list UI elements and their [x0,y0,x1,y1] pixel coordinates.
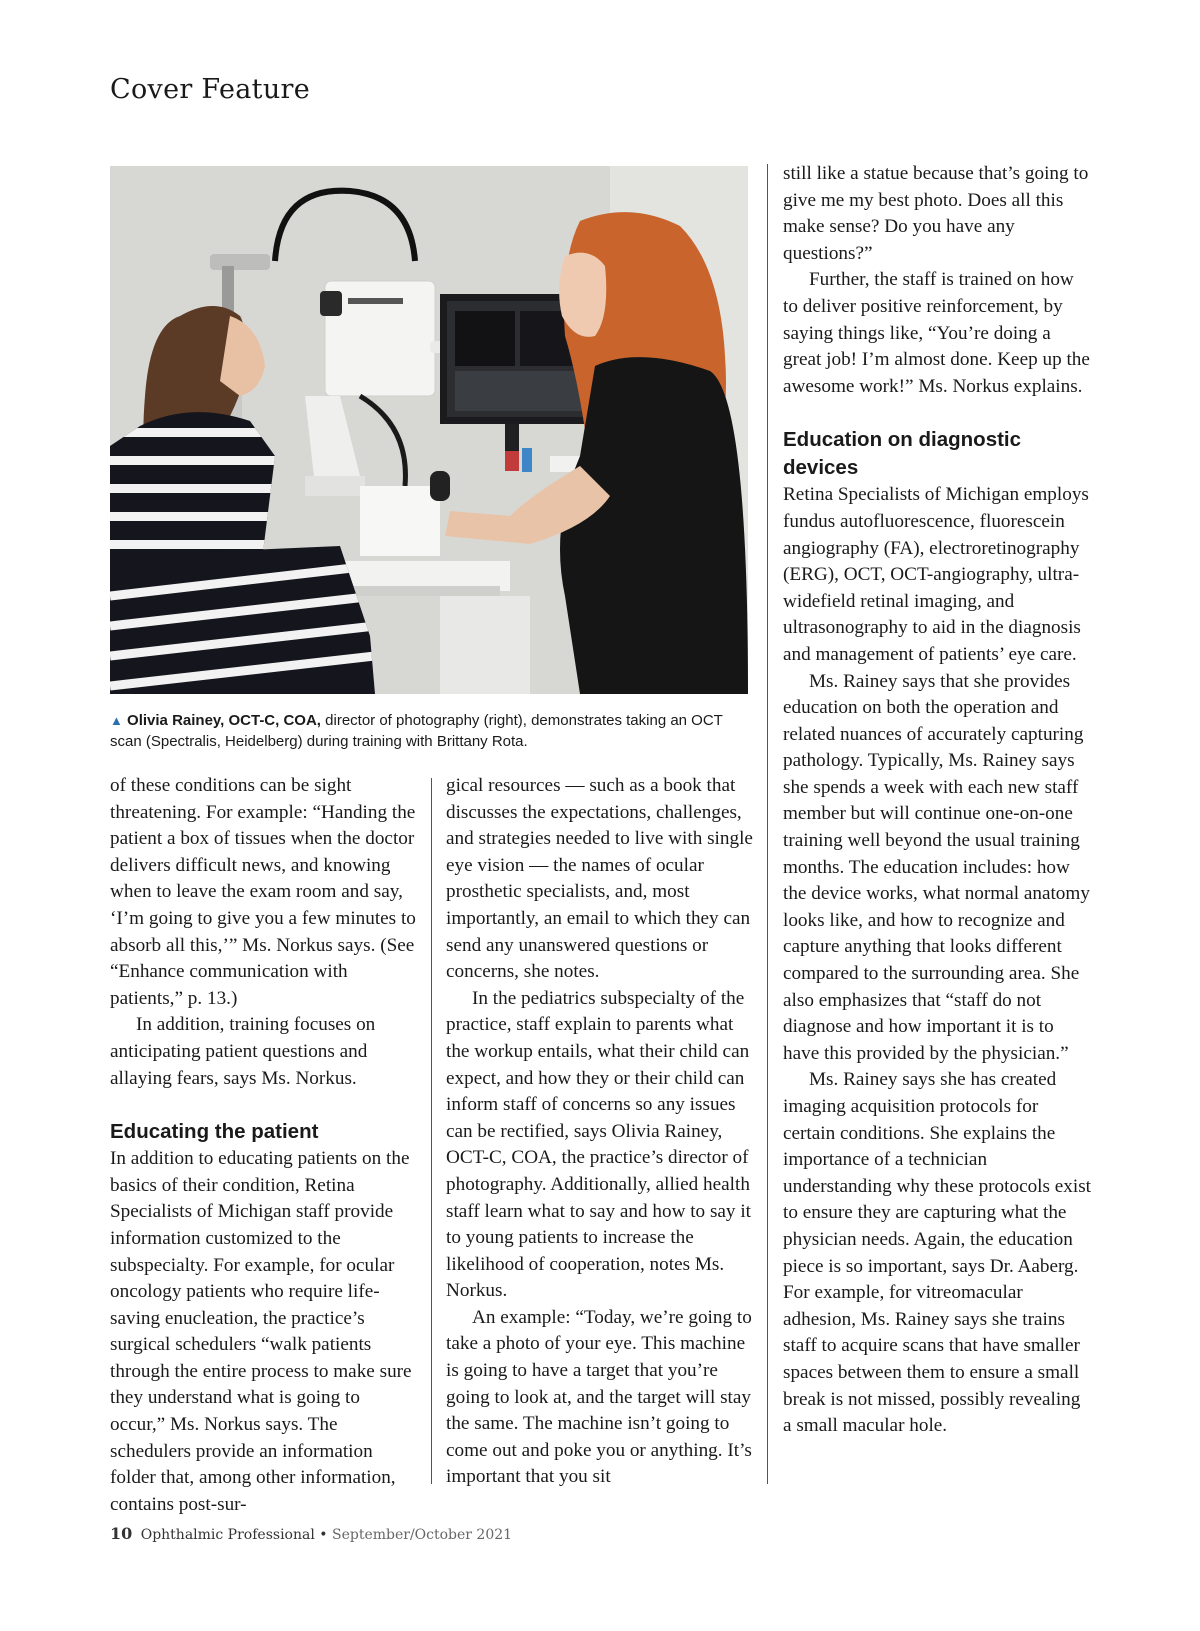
paragraph: Further, the staff is trained on how to deliver positive reinforcement, by saying things like, “You’re doing a great job! I’m almost done. Keep up the awesome work!” Ms. Norkus explains. [783,269,1090,397]
paragraph: Ms. Rainey says she has created imaging acquisition protocols for certain conditions. She explains the importance of a technician understanding why these protocols exist to ensure they are capturing what the physician needs. Again, the education piece is so important, says Dr. Aaberg. For example, for vitreomacular adhesion, Ms. Rainey says she trains staff to acquire scans that have smaller spaces between them to ensure a small break is not missed, possibly revealing a small macular hole. [783,1069,1092,1437]
page-number: 10 [110,1524,133,1543]
paragraph: An example: “Today, we’re going to take a photo of your eye. This machine is going to have a target that you’re going to look at, and the target will stay the same. The machine isn’t going to come out and poke you or anything. It’s important that you sit [446,1306,752,1488]
publication-name: Ophthalmic Professional [140,1527,315,1543]
paragraph: of these conditions can be sight threatening. For example: “Handing the patient a box of tissues when the doctor delivers difficult news, and knowing when to leave the exam room and say, ‘I’m going to give you a few minutes to absorb all this,’” Ms. Norkus says. (See “Enhance communication with patients,” p. 13.) [110,775,416,1009]
issue-date: September/October 2021 [331,1527,513,1543]
caption-triangle-icon: ▲ [110,713,123,728]
subheading-education-on-diagnostic-devices: Education on diagnostic devices [783,428,1022,480]
paragraph: still like a statue because that’s going to give me my best photo. Does all this make sense? Do you have any questions?” [783,163,1089,264]
column-divider [767,164,768,1484]
photo-caption [110,710,750,752]
paragraph: In addition to educating patients on the basics of their condition, Retina Specialists of Michigan staff provide information customized to the subspecialty. For example, for ocular oncology patients who require life-saving enucleation, the practice’s surgical schedulers “walk patients through the entire process to make sure they understand what is going to occur,” Ms. Norkus says. The schedulers provide an information folder that, among other information, contains post-sur- [110,1148,412,1515]
paragraph: gical resources — such as a book that discusses the expectations, challenges, and strategies needed to live with single eye vision — the names of ocular prosthetic specialists, and, most importantly, an email to which they can send any unanswered questions or concerns, she notes. [446,775,753,983]
caption-name: Olivia Rainey, OCT-C, COA, [127,712,321,729]
caption-text: director of photography (right), demonstrates taking an OCT scan (Spectralis, Heidelberg) during training with Brittany Rota. [110,712,723,750]
page-footer [110,1524,512,1543]
paragraph: In the pediatrics subspecialty of the practice, staff explain to parents what the workup entails, what their child can expect, and how they or their child can inform staff of concerns so any issues can be rectified, says Olivia Rainey, OCT-C, COA, the practice’s director of photography. Additionally, allied health staff learn what to say and how to say it to young patients to increase the likelihood of cooperation, notes Ms. Norkus. [446,987,751,1302]
paragraph: In addition, training focuses on anticipating patient questions and allaying fears, says Ms. Norkus. [110,1014,376,1089]
article-column-1 [110,773,418,1518]
feature-photo [110,166,748,694]
article-column-3 [783,161,1091,1440]
section-header: Cover Feature [110,74,310,105]
paragraph: Retina Specialists of Michigan employs fundus autofluorescence, fluorescein angiography (FA), electroretinography (ERG), OCT, OCT-angiography, ultra-widefield retinal imaging, and ultrasonography to aid in the diagnosis and management of patients’ eye care. [783,484,1089,665]
paragraph: Ms. Rainey says that she provides education on both the operation and related nuances of accurately capturing pathology. Typically, Ms. Rainey says she spends a week with each new staff member but will continue one-on-one training well beyond the usual training months. The education includes: how the device works, what normal anatomy looks like, and how to recognize and capture anything that looks different compared to the surrounding area. She also emphasizes that “staff do not diagnose and how important it is to have this provided by the physician.” [783,670,1090,1064]
article-column-2 [446,773,754,1491]
subheading-educating-the-patient: Educating the patient [110,1120,319,1144]
column-divider [431,778,432,1484]
footer-separator: • [314,1527,332,1543]
